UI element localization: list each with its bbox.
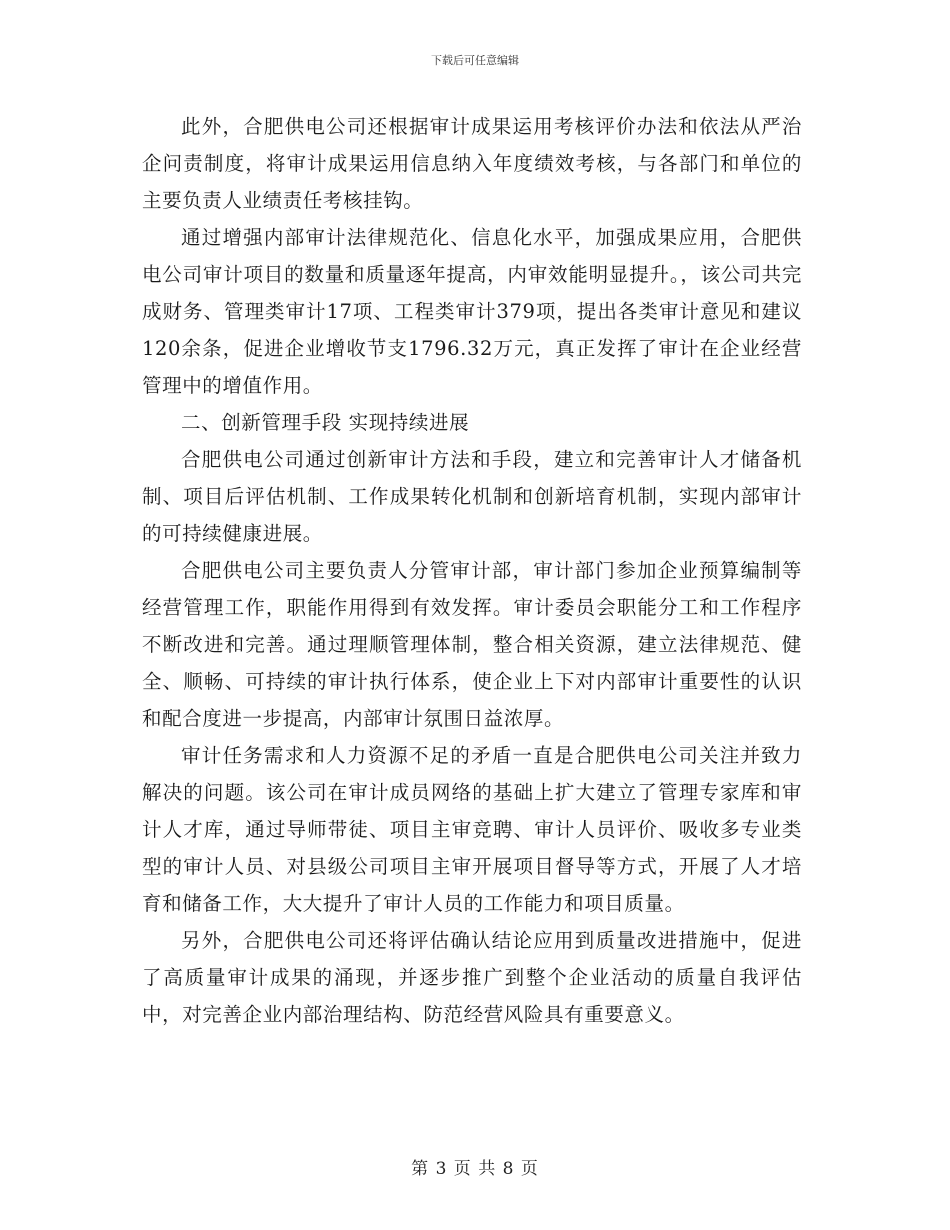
page-number: 第 3 页 共 8 页 [411, 1159, 539, 1179]
paragraph-quality-improvement: 另外，合肥供电公司还将评估确认结论应用到质量改进措施中，促进了高质量审计成果的涌现，并逐步推广到整个企业活动的质量自我评估中，对完善企业内部治理结构、防范经营风险具有重要意义。 [142, 929, 802, 1026]
paragraph-innovation-methods: 合肥供电公司通过创新审计方法和手段，建立和完善审计人才储备机制、项目后评估机制、工作成果转化机制和创新培育机制，实现内部审计的可持续健康进展。 [142, 448, 802, 545]
section-heading: 二、创新管理手段 实现持续进展 [181, 411, 470, 434]
paragraph-management-system: 合肥供电公司主要负责人分管审计部，审计部门参加企业预算编制等经营管理工作，职能作用得到有效发挥。审计委员会职能分工和工作程序不断改进和完善。通过理顺管理体制，整合相关资源，建立法律规范、健全、顺畅、可持续的审计执行体系，使企业上下对内部审计重要性的认识和配合度进一步提高，内部审计氛围日益浓厚。 [142, 559, 802, 730]
paragraph-audit-results-assessment: 此外，合肥供电公司还根据审计成果运用考核评价办法和依法从严治企问责制度，将审计成果运用信息纳入年度绩效考核，与各部门和单位的主要负责人业绩责任考核挂钩。 [142, 115, 802, 212]
header-note: 下载后可任意编辑 [431, 54, 519, 67]
document-body [142, 108, 802, 1033]
paragraph-talent-development: 审计任务需求和人力资源不足的矛盾一直是合肥供电公司关注并致力解决的问题。该公司在审计成员网络的基础上扩大建立了管理专家库和审计人才库，通过导师带徒、项目主审竞聘、审计人员评价、吸收多专业类型的审计人员、对县级公司项目主审开展项目督导等方式，开展了人才培育和储备工作，大大提升了审计人员的工作能力和项目质量。 [142, 744, 802, 915]
paragraph-audit-efficiency: 通过增强内部审计法律规范化、信息化水平，加强成果应用，合肥供电公司审计项目的数量和质量逐年提高，内审效能明显提升。，该公司共完成财务、管理类审计17项、工程类审计379项，提出各类审计意见和建议120余条，促进企业增收节支1796.32万元，真正发挥了审计在企业经营管理中的增值作用。 [142, 226, 802, 397]
